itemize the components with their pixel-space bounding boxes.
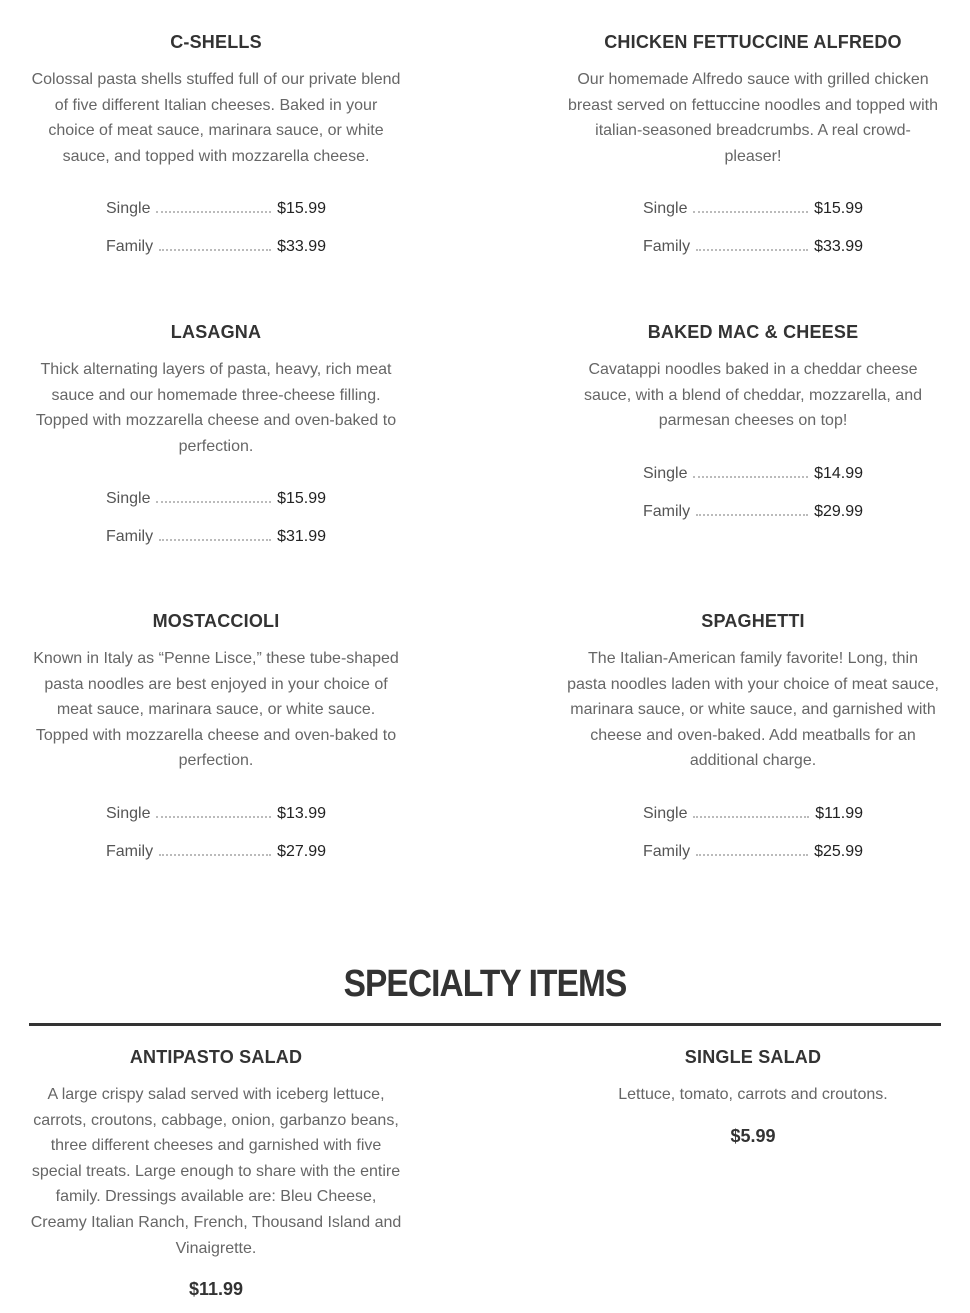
price-label: Family [106, 842, 154, 860]
price-amount: $33.99 [814, 238, 863, 256]
dot-leader [156, 211, 271, 213]
item-title: MOSTACCIOLI [152, 611, 280, 631]
item-title: ANTIPASTO SALAD [129, 1047, 303, 1067]
price-amount: $15.99 [277, 200, 326, 218]
price-label: Single [643, 464, 688, 482]
menu-item-c-shells [30, 31, 402, 256]
price-amount: $14.99 [814, 464, 863, 482]
price-row-family [643, 823, 863, 861]
menu-item-single-salad [567, 1046, 939, 1147]
dot-leader [693, 211, 808, 213]
menu-item-chicken-fettuccine-alfredo [567, 31, 939, 256]
section-divider [29, 1023, 941, 1026]
item-price: $11.99 [188, 1279, 244, 1300]
price-label: Family [643, 842, 691, 860]
menu-item-spaghetti [567, 610, 939, 861]
price-label: Single [106, 200, 151, 218]
price-amount: $15.99 [814, 200, 863, 218]
dot-leader [696, 514, 808, 516]
price-amount: $11.99 [815, 804, 863, 822]
item-description: Lettuce, tomato, carrots and croutons. [618, 1086, 888, 1103]
price-row-family [106, 823, 326, 861]
menu-item-baked-mac-cheese [567, 321, 939, 521]
item-price: $5.99 [730, 1125, 776, 1146]
item-description: Cavatappi noodles baked in a cheddar cheese sauce, with a blend of cheddar, mozzarella, and parmesan cheeses on top! [584, 361, 922, 430]
price-amount: $27.99 [277, 842, 326, 860]
price-row-family [106, 218, 326, 256]
price-label: Family [643, 238, 691, 256]
dot-leader [693, 816, 809, 818]
price-row-single [106, 180, 326, 218]
price-row-single [643, 445, 863, 483]
menu-item-lasagna [30, 321, 402, 546]
price-label: Single [643, 200, 688, 218]
dot-leader [159, 539, 271, 541]
price-label: Single [643, 804, 688, 822]
price-label: Single [106, 804, 151, 822]
dot-leader [159, 249, 271, 251]
item-description: A large crispy salad served with iceberg lettuce, carrots, croutons, cabbage, onion, garbanzo beans, three different cheeses and garnished with five special treats. Large enough to share with the entire family. Dressings available are: Bleu Cheese, Creamy Italian Ranch, French, Thousand Island and Vinaigrette. [30, 1086, 402, 1257]
item-description: The Italian-American family favorite! Long, thin pasta noodles laden with your choice of meat sauce, marinara sauce, or white sauce, and garnished with cheese and oven-baked. Add meatballs for an additional charge. [567, 650, 939, 770]
menu-item-mostaccioli [30, 610, 402, 861]
price-list [643, 785, 863, 861]
dot-leader [156, 501, 271, 503]
price-label: Family [106, 528, 154, 546]
dot-leader [693, 476, 808, 478]
price-amount: $25.99 [814, 842, 863, 860]
price-row-family [106, 508, 326, 546]
price-list [106, 180, 326, 256]
price-row-single [643, 180, 863, 218]
item-title: SPAGHETTI [701, 611, 805, 631]
item-description: Colossal pasta shells stuffed full of our private blend of five different Italian cheeses. Baked in your choice of meat sauce, marinara sauce, or white sauce, and topped with mozzarella cheese. [31, 71, 401, 165]
price-label: Family [643, 502, 691, 520]
price-amount: $33.99 [277, 238, 326, 256]
price-amount: $31.99 [277, 528, 326, 546]
price-row-family [643, 218, 863, 256]
price-amount: $15.99 [277, 490, 326, 508]
price-label: Family [106, 238, 154, 256]
dot-leader [156, 816, 271, 818]
section-heading-specialty-items: SPECIALTY ITEMS [343, 963, 627, 1005]
price-list [106, 785, 326, 861]
price-list [643, 180, 863, 256]
item-title: SINGLE SALAD [684, 1047, 822, 1067]
price-label: Single [106, 490, 151, 508]
price-amount: $29.99 [814, 502, 863, 520]
dot-leader [696, 249, 808, 251]
item-description: Our homemade Alfredo sauce with grilled chicken breast served on fettuccine noodles and topped with italian-seasoned breadcrumbs. A real crowd-pleaser! [567, 71, 939, 165]
price-row-family [643, 483, 863, 521]
dot-leader [696, 854, 808, 856]
price-row-single [643, 785, 863, 823]
item-title: C-SHELLS [170, 32, 262, 52]
price-row-single [106, 785, 326, 823]
item-description: Thick alternating layers of pasta, heavy, rich meat sauce and our homemade three-cheese filling. Topped with mozzarella cheese and oven-baked to perfection. [35, 361, 397, 455]
item-title: LASAGNA [170, 322, 262, 342]
price-amount: $13.99 [277, 804, 326, 822]
item-title: BAKED MAC & CHEESE [647, 322, 859, 342]
dot-leader [159, 854, 271, 856]
price-list [106, 470, 326, 546]
price-row-single [106, 470, 326, 508]
menu-item-antipasto-salad [30, 1046, 402, 1300]
item-title: CHICKEN FETTUCCINE ALFREDO [604, 32, 902, 52]
price-list [643, 445, 863, 521]
item-description: Known in Italy as “Penne Lisce,” these tube-shaped pasta noodles are best enjoyed in your choice of meat sauce, marinara sauce, or white sauce. Topped with mozzarella cheese and oven-baked to perfection. [33, 650, 399, 770]
